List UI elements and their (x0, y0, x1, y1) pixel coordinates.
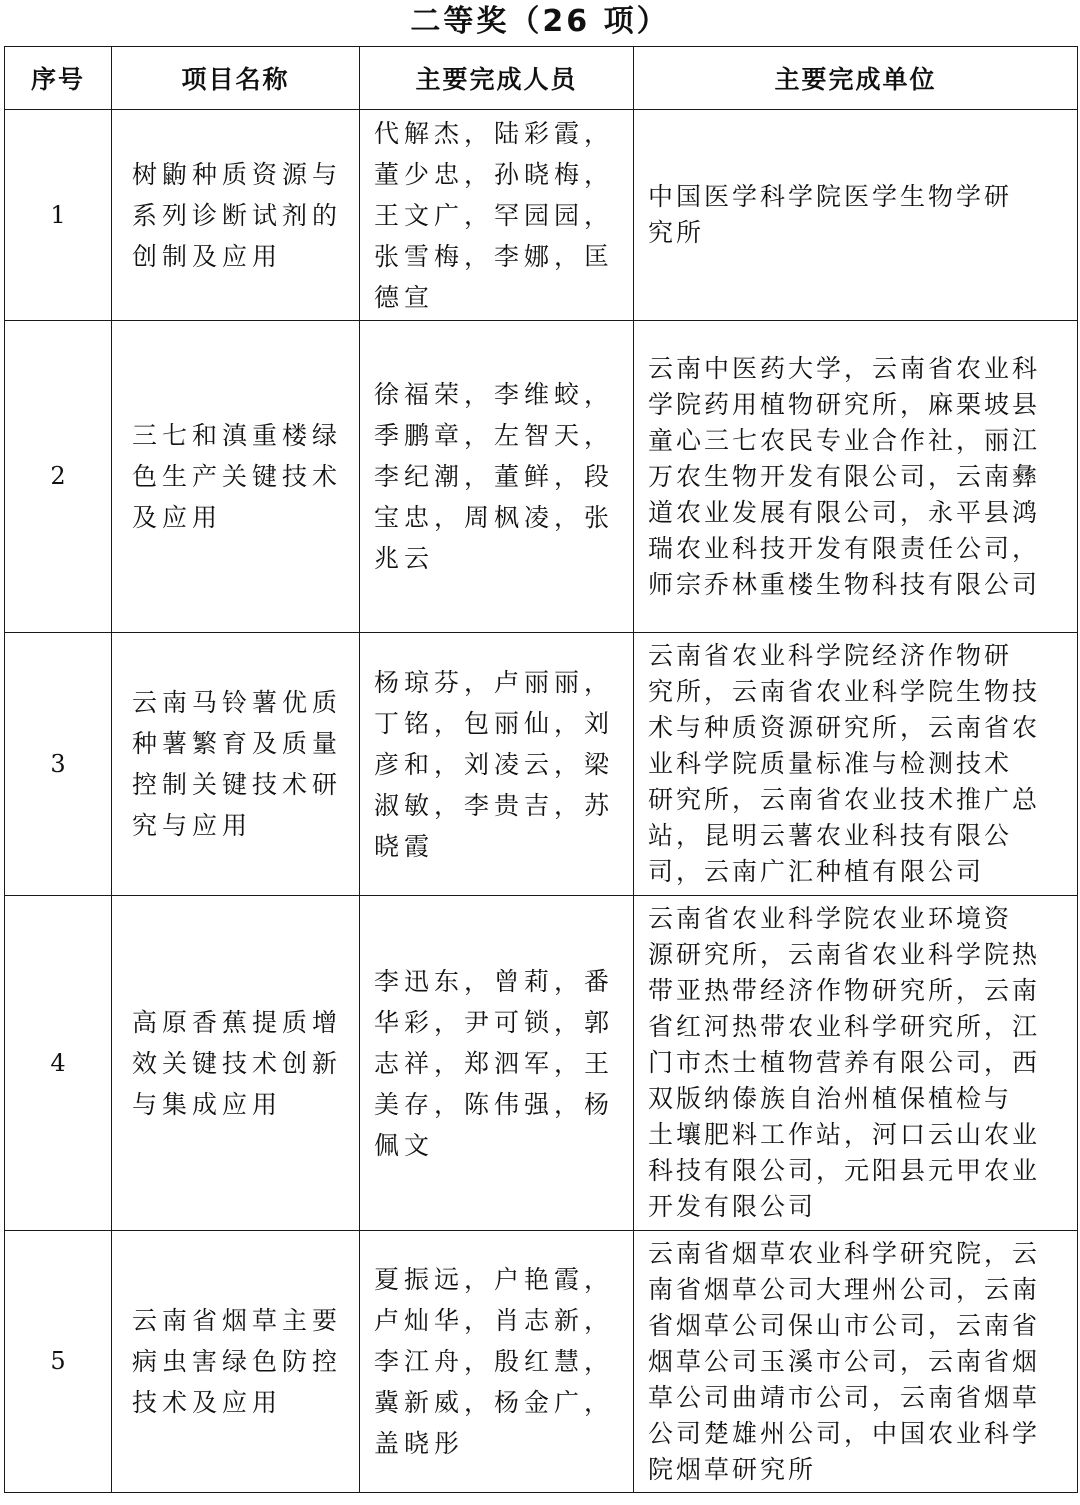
personnel-cell (360, 896, 634, 1231)
personnel-line: 兆云 (374, 544, 435, 573)
personnel-line: 佩文 (374, 1130, 435, 1160)
units-cell (634, 896, 1078, 1231)
personnel-cell (360, 110, 634, 321)
units-line: 省烟草公司保山市公司，云南省 (648, 1310, 1041, 1340)
units-line: 中国医学科学院医学生物学研 (648, 182, 1013, 211)
units-line: 童心三七农民专业合作社，丽江 (648, 425, 1041, 455)
units-cell (634, 321, 1078, 633)
project-name-cell (112, 633, 360, 896)
units-line: 南省烟草公司大理州公司，云南 (648, 1274, 1041, 1304)
personnel-line: 季鹏章，左智天， (374, 421, 615, 450)
project-name-line: 树鼩种质资源与 (132, 159, 343, 189)
units-line: 公司楚雄州公司，中国农业科学 (648, 1418, 1041, 1448)
project-name-line: 技术及应用 (132, 1388, 283, 1417)
personnel-line: 徐福荣，李维蛟， (374, 380, 615, 409)
table-row (5, 321, 1078, 633)
units-line: 术与种质资源研究所，云南省农 (648, 713, 1041, 742)
units-line: 究所 (648, 218, 705, 247)
units-line: 门市杰士植物营养有限公司，西 (648, 1048, 1041, 1077)
project-name-line: 三七和滇重楼绿 (132, 421, 343, 450)
units-line: 云南省农业科学院经济作物研 (648, 641, 1013, 670)
personnel-line: 彦和，刘凌云，梁 (374, 749, 615, 779)
personnel-line: 冀新威，杨金广， (374, 1388, 615, 1417)
personnel-line: 德宣 (374, 282, 435, 312)
serial-number-cell: 3 (5, 633, 112, 896)
personnel-cell (360, 633, 634, 896)
units-line: 司，云南广汇种植有限公司 (648, 857, 985, 886)
units-line: 开发有限公司 (648, 1192, 817, 1221)
header-main-personnel: 主要完成人员 (360, 47, 634, 110)
project-name-line: 云南马铃薯优质 (132, 688, 343, 717)
project-name-cell (112, 1231, 360, 1493)
units-line: 万农生物开发有限公司，云南彝 (648, 461, 1041, 491)
units-cell (634, 1231, 1078, 1493)
project-name-line: 色生产关键技术 (132, 462, 343, 491)
personnel-line: 王文广，罕园园， (374, 200, 615, 230)
units-line: 瑞农业科技开发有限责任公司， (648, 533, 1041, 563)
personnel-line: 盖晓彤 (374, 1429, 465, 1458)
personnel-line: 杨琼芬，卢丽丽， (374, 667, 615, 697)
page-title: 二等奖（26 项） (410, 4, 670, 39)
units-line: 云南省烟草农业科学研究院，云 (648, 1238, 1041, 1268)
project-name-cell (112, 110, 360, 321)
units-line: 院烟草研究所 (648, 1454, 817, 1484)
personnel-line: 夏振远，户艳霞， (374, 1265, 615, 1294)
project-name-line: 创制及应用 (132, 241, 283, 271)
project-name-cell (112, 321, 360, 633)
table-row (5, 633, 1078, 896)
project-name-line: 云南省烟草主要 (132, 1306, 343, 1335)
project-name-line: 种薯繁育及质量 (132, 729, 343, 758)
units-line: 土壤肥料工作站，河口云山农业 (648, 1120, 1041, 1149)
project-name-line: 与集成应用 (132, 1089, 283, 1119)
units-line: 烟草公司玉溪市公司，云南省烟 (648, 1346, 1041, 1376)
units-line: 学院药用植物研究所，麻栗坡县 (648, 389, 1041, 419)
project-name-cell (112, 896, 360, 1231)
project-name-line: 系列诊断试剂的 (132, 200, 343, 230)
header-serial-number: 序号 (5, 47, 112, 110)
personnel-line: 李迅东，曾莉，番 (374, 966, 615, 996)
personnel-line: 李江舟，殷红慧， (374, 1347, 615, 1376)
serial-number-cell: 4 (5, 896, 112, 1231)
table-row (5, 1231, 1078, 1493)
personnel-cell (360, 1231, 634, 1493)
personnel-line: 晓霞 (374, 831, 435, 861)
units-line: 科技有限公司，元阳县元甲农业 (648, 1156, 1041, 1185)
units-line: 研究所，云南省农业技术推广总 (648, 785, 1041, 814)
project-name-line: 控制关键技术研 (132, 770, 343, 799)
header-project-name: 项目名称 (112, 47, 360, 110)
serial-number-cell: 1 (5, 110, 112, 321)
personnel-line: 淑敏，李贵吉，苏 (374, 790, 615, 820)
personnel-line: 美存，陈伟强，杨 (374, 1089, 615, 1119)
header-main-units: 主要完成单位 (634, 47, 1078, 110)
award-table (4, 46, 1078, 1493)
table-row (5, 896, 1078, 1231)
units-line: 双版纳傣族自治州植保植检与 (648, 1084, 1013, 1113)
personnel-line: 代解杰，陆彩霞， (374, 118, 615, 148)
personnel-line: 丁铭，包丽仙，刘 (374, 708, 615, 738)
personnel-line: 张雪梅，李娜，匡 (374, 241, 615, 271)
units-cell (634, 110, 1078, 321)
table-header-row (5, 47, 1078, 110)
units-line: 业科学院质量标准与检测技术 (648, 749, 1013, 778)
units-line: 省红河热带农业科学研究所，江 (648, 1012, 1041, 1041)
units-line: 究所，云南省农业科学院生物技 (648, 677, 1041, 706)
personnel-line: 李纪潮，董鲜，段 (374, 462, 615, 491)
personnel-line: 董少忠，孙晓梅， (374, 159, 615, 189)
project-name-line: 效关键技术创新 (132, 1048, 343, 1078)
units-line: 师宗乔林重楼生物科技有限公司 (648, 569, 1041, 599)
table-row (5, 110, 1078, 321)
personnel-cell (360, 321, 634, 633)
units-line: 道农业发展有限公司，永平县鸿 (648, 497, 1041, 527)
units-line: 带亚热带经济作物研究所，云南 (648, 976, 1041, 1005)
project-name-line: 高原香蕉提质增 (132, 1007, 343, 1037)
serial-number-cell: 2 (5, 321, 112, 633)
personnel-line: 卢灿华，肖志新， (374, 1306, 615, 1335)
project-name-line: 究与应用 (132, 811, 253, 840)
units-line: 站，昆明云薯农业科技有限公 (648, 821, 1013, 850)
personnel-line: 宝忠，周枫凌，张 (374, 503, 615, 532)
units-cell (634, 633, 1078, 896)
units-line: 草公司曲靖市公司，云南省烟草 (648, 1382, 1041, 1412)
units-line: 云南中医药大学，云南省农业科 (648, 353, 1041, 383)
serial-number-cell: 5 (5, 1231, 112, 1493)
personnel-line: 华彩，尹可锁，郭 (374, 1007, 615, 1037)
units-line: 云南省农业科学院农业环境资 (648, 904, 1013, 933)
project-name-line: 及应用 (132, 503, 223, 532)
units-line: 源研究所，云南省农业科学院热 (648, 940, 1041, 969)
project-name-line: 病虫害绿色防控 (132, 1347, 343, 1376)
personnel-line: 志祥，郑泗军，王 (374, 1048, 615, 1078)
